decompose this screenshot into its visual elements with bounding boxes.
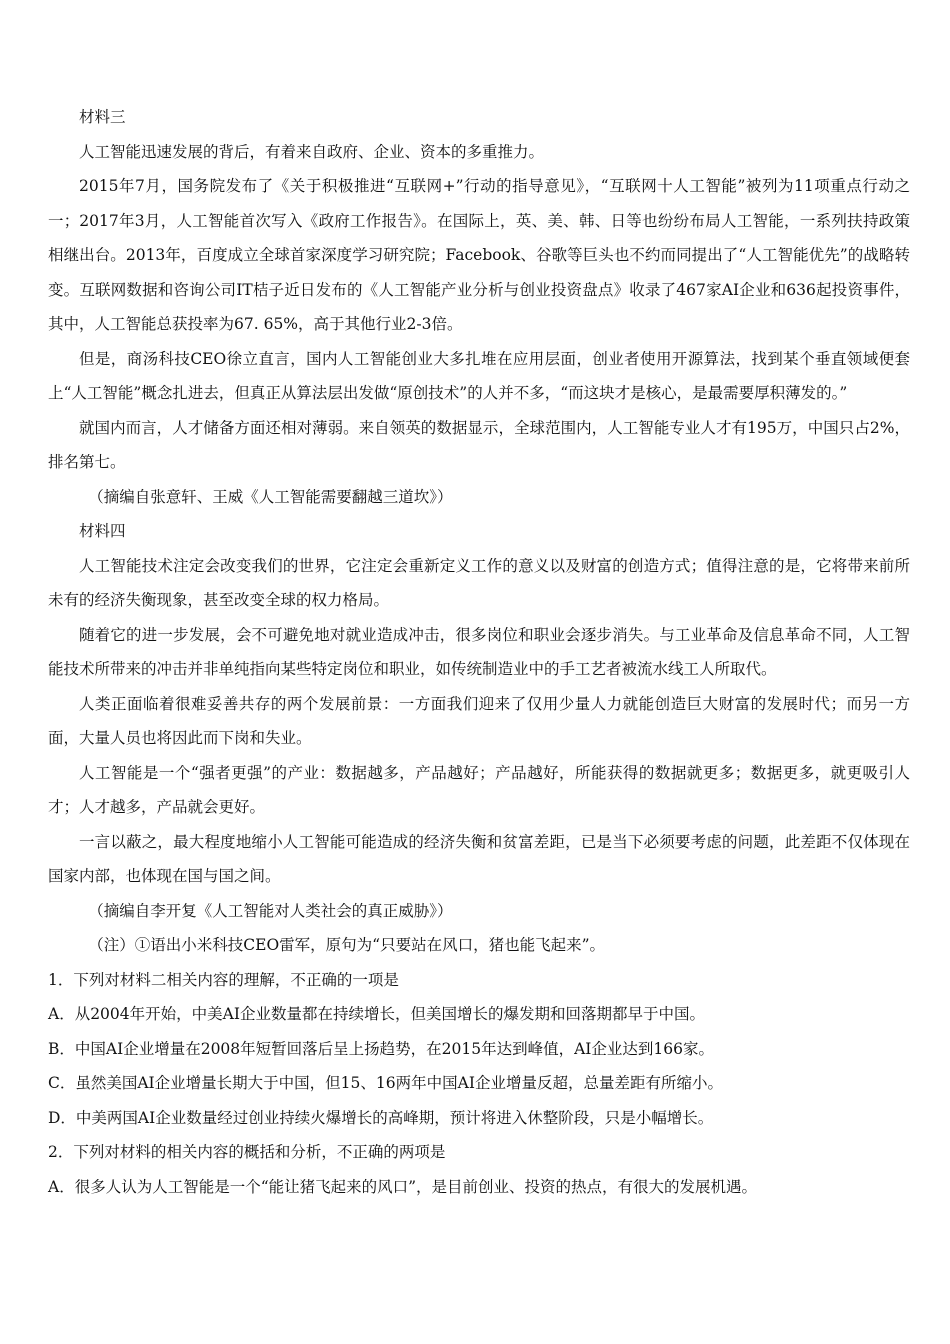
material-3-paragraph: 就国内而言，人才储备方面还相对薄弱。来自领英的数据显示，全球范围内，人工智能专业人才有195万，中国只占2%，排名第七。 [48,418,910,471]
material-4-source: （摘编自李开复《人工智能对人类社会的真正威胁》） [88,901,453,920]
material-3-label: 材料三 [79,108,126,126]
question-1-option-a: A．从2004年开始，中美AI企业数量都在持续增长，但美国增长的爆发期和回落期都早于中国。 [48,1005,705,1023]
material-4-paragraph: 人工智能是一个“强者更强”的产业：数据越多，产品越好；产品越好，所能获得的数据就更多；数据更多，就更吸引人才；人才越多，产品就会更好。 [48,763,910,816]
material-4-paragraph: 人类正面临着很难妥善共存的两个发展前景：一方面我们迎来了仅用少量人力就能创造巨大财富的发展时代；而另一方面，大量人员也将因此而下岗和失业。 [48,694,910,747]
material-3-paragraph: 2015年7月，国务院发布了《关于积极推进“互联网+”行动的指导意见》，“互联网十人工智能”被列为11项重点行动之一；2017年3月，人工智能首次写入《政府工作报告》。在国际上，英、美、韩、日等也纷纷布局人工智能，一系列扶持政策相继出台。2013年，百度成立全球首家深度学习研究院；Facebook、谷歌等巨头也不约而同提出了“人工智能优先”的战略转变。互联网数据和咨询公司IT桔子近日发布的《人工智能产业分析与创业投资盘点》收录了467家AI企业和636起投资事件，其中，人工智能总获投率为67. 65%，高于其他行业2-3倍。 [48,177,910,333]
material-3-source: （摘编自张意轩、王威《人工智能需要翻越三道坎》） [88,487,453,506]
question-1-option-b: B．中国AI企业增量在2008年短暂回落后呈上扬趋势，在2015年达到峰值，AI企业达到166家。 [48,1039,715,1058]
question-1-option-d: D．中美两国AI企业数量经过创业持续火爆增长的高峰期，预计将进入休整阶段，只是小幅增长。 [48,1108,714,1127]
material-4-paragraph: 随着它的进一步发展，会不可避免地对就业造成冲击，很多岗位和职业会逐步消失。与工业革命及信息革命不同，人工智能技术所带来的冲击并非单纯指向某些特定岗位和职业，如传统制造业中的手工艺者被流水线工人所取代。 [48,625,910,678]
question-2-stem: 2．下列对材料的相关内容的概括和分析，不正确的两项是 [48,1143,446,1161]
material-4-paragraph: 人工智能技术注定会改变我们的世界，它注定会重新定义工作的意义以及财富的创造方式；值得注意的是，它将带来前所未有的经济失衡现象，甚至改变全球的权力格局。 [48,556,910,609]
footnote: （注）①语出小米科技CEO雷军，原句为“只要站在风口，猪也能飞起来”。 [88,936,606,954]
question-1-stem: 1．下列对材料二相关内容的理解，不正确的一项是 [48,970,399,989]
question-2-option-a: A．很多人认为人工智能是一个“能让猪飞起来的风口”，是目前创业、投资的热点，有很大的发展机遇。 [48,1177,758,1196]
material-3-paragraph: 人工智能迅速发展的背后，有着来自政府、企业、资本的多重推力。 [79,142,545,161]
material-4-label: 材料四 [79,522,126,540]
document-body [48,100,910,1204]
material-4-paragraph: 一言以蔽之，最大程度地缩小人工智能可能造成的经济失衡和贫富差距，已是当下必须要考虑的问题，此差距不仅体现在国家内部，也体现在国与国之间。 [48,832,910,885]
material-3-paragraph: 但是，商汤科技CEO徐立直言，国内人工智能创业大多扎堆在应用层面，创业者使用开源算法，找到某个垂直领域便套上“人工智能”概念扎进去，但真正从算法层出发做“原创技术”的人并不多，“而这块才是核心，是最需要厚积薄发的。” [48,349,910,402]
question-1-option-c: C．虽然美国AI企业增量长期大于中国，但15、16两年中国AI企业增量反超，总量差距有所缩小。 [48,1074,723,1092]
